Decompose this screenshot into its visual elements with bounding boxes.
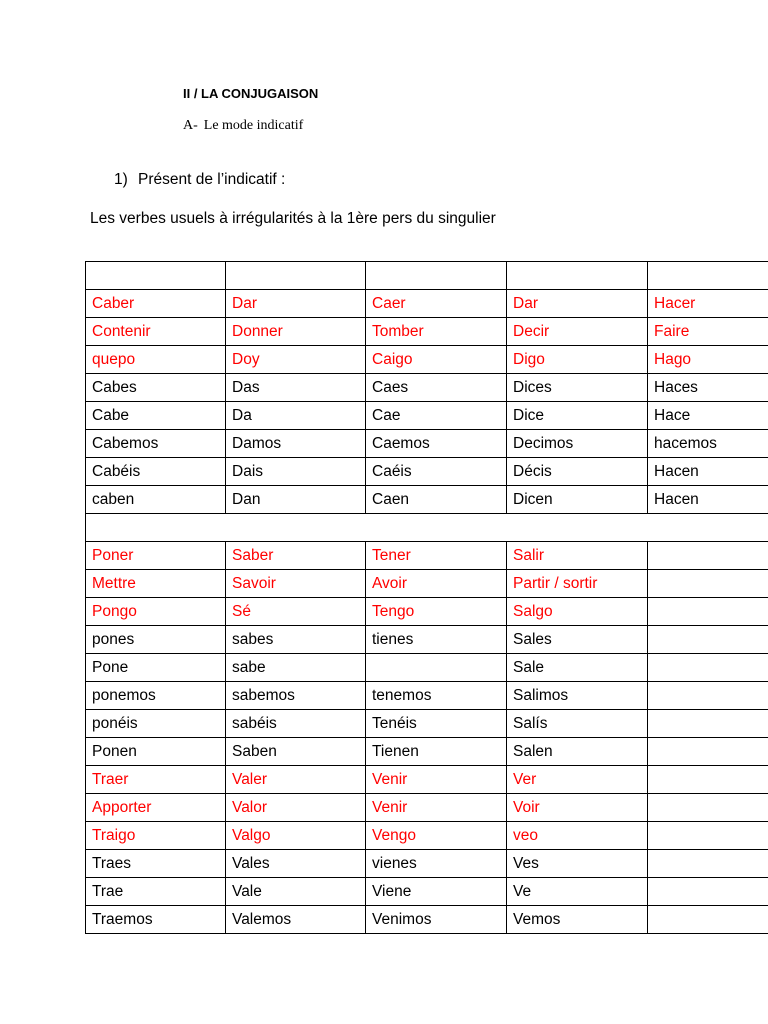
table-cell: Traer bbox=[86, 766, 226, 794]
table-cell: sabe bbox=[226, 654, 366, 682]
table-cell: sabes bbox=[226, 626, 366, 654]
table-cell: veo bbox=[507, 822, 648, 850]
section-title-text: Présent de l’indicatif : bbox=[138, 171, 286, 188]
table-cell bbox=[648, 542, 768, 570]
table-cell: Da bbox=[226, 402, 366, 430]
table-row bbox=[86, 794, 768, 822]
table-cell: Ves bbox=[507, 850, 648, 878]
table-cell: Pone bbox=[86, 654, 226, 682]
table-cell: Caber bbox=[86, 290, 226, 318]
table-cell: Traemos bbox=[86, 906, 226, 934]
table-cell: Mettre bbox=[86, 570, 226, 598]
table-row bbox=[86, 402, 768, 430]
table-cell: Savoir bbox=[226, 570, 366, 598]
table-cell: Tomber bbox=[366, 318, 507, 346]
table-cell: Cabéis bbox=[86, 458, 226, 486]
table-cell: Salen bbox=[507, 738, 648, 766]
table-cell: Partir / sortir bbox=[507, 570, 648, 598]
section-number: 1) bbox=[114, 171, 128, 188]
table-cell: Caemos bbox=[366, 430, 507, 458]
table-cell: Tienen bbox=[366, 738, 507, 766]
table-cell: ponéis bbox=[86, 710, 226, 738]
table-row bbox=[86, 514, 768, 542]
table-cell bbox=[648, 598, 768, 626]
table-cell: Dais bbox=[226, 458, 366, 486]
table-cell: tenemos bbox=[366, 682, 507, 710]
table-cell: Salimos bbox=[507, 682, 648, 710]
table-row bbox=[86, 318, 768, 346]
table-row bbox=[86, 458, 768, 486]
table-cell: Tengo bbox=[366, 598, 507, 626]
table-cell bbox=[648, 262, 768, 290]
table-row bbox=[86, 598, 768, 626]
subsection-heading bbox=[183, 118, 303, 134]
table-cell: Dar bbox=[507, 290, 648, 318]
table-cell: Caes bbox=[366, 374, 507, 402]
table-cell: tienes bbox=[366, 626, 507, 654]
table-row bbox=[86, 766, 768, 794]
conjugation-table bbox=[85, 261, 768, 934]
table-row bbox=[86, 626, 768, 654]
document-title: II / LA CONJUGAISON bbox=[183, 86, 319, 101]
table-cell: Poner bbox=[86, 542, 226, 570]
conjugation-table-body bbox=[86, 262, 768, 934]
table-cell: Hacen bbox=[648, 486, 768, 514]
table-cell: Valer bbox=[226, 766, 366, 794]
table-cell: Digo bbox=[507, 346, 648, 374]
table-row bbox=[86, 374, 768, 402]
table-row bbox=[86, 262, 768, 290]
table-cell: Das bbox=[226, 374, 366, 402]
table-cell: Traigo bbox=[86, 822, 226, 850]
table-row bbox=[86, 290, 768, 318]
table-cell: Caigo bbox=[366, 346, 507, 374]
table-cell: Ver bbox=[507, 766, 648, 794]
table-cell: Pongo bbox=[86, 598, 226, 626]
table-cell bbox=[648, 794, 768, 822]
table-cell: Saben bbox=[226, 738, 366, 766]
table-cell: sabemos bbox=[226, 682, 366, 710]
table-cell: Caen bbox=[366, 486, 507, 514]
table-cell: Hacen bbox=[648, 458, 768, 486]
table-cell bbox=[648, 654, 768, 682]
table-row bbox=[86, 738, 768, 766]
table-cell: Sale bbox=[507, 654, 648, 682]
table-cell: Salís bbox=[507, 710, 648, 738]
subsection-text: Le mode indicatif bbox=[203, 118, 304, 133]
table-cell: Contenir bbox=[86, 318, 226, 346]
table-cell: Vengo bbox=[366, 822, 507, 850]
table-cell: Hace bbox=[648, 402, 768, 430]
table-cell: vienes bbox=[366, 850, 507, 878]
table-cell: Hacer bbox=[648, 290, 768, 318]
table-cell: Traes bbox=[86, 850, 226, 878]
table-cell: Décis bbox=[507, 458, 648, 486]
table-cell: sabéis bbox=[226, 710, 366, 738]
separator-cell bbox=[86, 514, 768, 542]
table-cell: Dan bbox=[226, 486, 366, 514]
table-row bbox=[86, 430, 768, 458]
table-cell: Cabe bbox=[86, 402, 226, 430]
table-cell: Voir bbox=[507, 794, 648, 822]
table-cell: Valemos bbox=[226, 906, 366, 934]
table-cell bbox=[648, 710, 768, 738]
table-cell: Damos bbox=[226, 430, 366, 458]
table-cell bbox=[86, 262, 226, 290]
table-cell bbox=[648, 570, 768, 598]
table-cell: Caer bbox=[366, 290, 507, 318]
table-cell bbox=[648, 850, 768, 878]
table-cell: Saber bbox=[226, 542, 366, 570]
table-cell: ponemos bbox=[86, 682, 226, 710]
table-cell: Sé bbox=[226, 598, 366, 626]
table-cell bbox=[648, 766, 768, 794]
table-cell: Salgo bbox=[507, 598, 648, 626]
table-row bbox=[86, 654, 768, 682]
table-cell bbox=[648, 822, 768, 850]
table-cell: Vales bbox=[226, 850, 366, 878]
table-cell: Venir bbox=[366, 766, 507, 794]
intro-paragraph: Les verbes usuels à irrégularités à la 1ère pers du singulier bbox=[90, 210, 496, 227]
table-row bbox=[86, 710, 768, 738]
table-row bbox=[86, 682, 768, 710]
table-cell bbox=[366, 262, 507, 290]
table-cell: Ve bbox=[507, 878, 648, 906]
table-cell: Hago bbox=[648, 346, 768, 374]
table-cell: Cabemos bbox=[86, 430, 226, 458]
table-row bbox=[86, 822, 768, 850]
table-cell: Donner bbox=[226, 318, 366, 346]
table-cell: Ponen bbox=[86, 738, 226, 766]
table-cell bbox=[366, 654, 507, 682]
table-cell: Valgo bbox=[226, 822, 366, 850]
table-row bbox=[86, 542, 768, 570]
table-cell: Decir bbox=[507, 318, 648, 346]
table-cell: Cabes bbox=[86, 374, 226, 402]
subsection-letter: A- bbox=[183, 118, 198, 133]
table-cell bbox=[648, 682, 768, 710]
table-cell: Haces bbox=[648, 374, 768, 402]
table-cell bbox=[648, 738, 768, 766]
table-cell: Tener bbox=[366, 542, 507, 570]
table-cell: Vemos bbox=[507, 906, 648, 934]
table-cell: Caéis bbox=[366, 458, 507, 486]
table-cell: Dices bbox=[507, 374, 648, 402]
table-row bbox=[86, 570, 768, 598]
table-cell bbox=[507, 262, 648, 290]
table-cell: Sales bbox=[507, 626, 648, 654]
table-cell: Faire bbox=[648, 318, 768, 346]
table-cell: caben bbox=[86, 486, 226, 514]
table-cell: hacemos bbox=[648, 430, 768, 458]
table-cell: Dicen bbox=[507, 486, 648, 514]
table-row bbox=[86, 878, 768, 906]
table-cell: Tenéis bbox=[366, 710, 507, 738]
table-cell: Trae bbox=[86, 878, 226, 906]
table-cell: Valor bbox=[226, 794, 366, 822]
table-cell bbox=[648, 878, 768, 906]
table-cell: Dice bbox=[507, 402, 648, 430]
table-cell bbox=[648, 626, 768, 654]
table-row bbox=[86, 486, 768, 514]
table-cell: Doy bbox=[226, 346, 366, 374]
section-heading bbox=[114, 171, 285, 189]
table-cell bbox=[226, 262, 366, 290]
table-cell: Dar bbox=[226, 290, 366, 318]
table-cell: Venimos bbox=[366, 906, 507, 934]
table-cell: Cae bbox=[366, 402, 507, 430]
table-cell: Decimos bbox=[507, 430, 648, 458]
table-cell bbox=[648, 906, 768, 934]
table-cell: Venir bbox=[366, 794, 507, 822]
table-cell: quepo bbox=[86, 346, 226, 374]
table-cell: Avoir bbox=[366, 570, 507, 598]
table-row bbox=[86, 346, 768, 374]
table-cell: Viene bbox=[366, 878, 507, 906]
table-cell: Vale bbox=[226, 878, 366, 906]
table-row bbox=[86, 906, 768, 934]
table-cell: pones bbox=[86, 626, 226, 654]
table-row bbox=[86, 850, 768, 878]
table-cell: Salir bbox=[507, 542, 648, 570]
table-cell: Apporter bbox=[86, 794, 226, 822]
